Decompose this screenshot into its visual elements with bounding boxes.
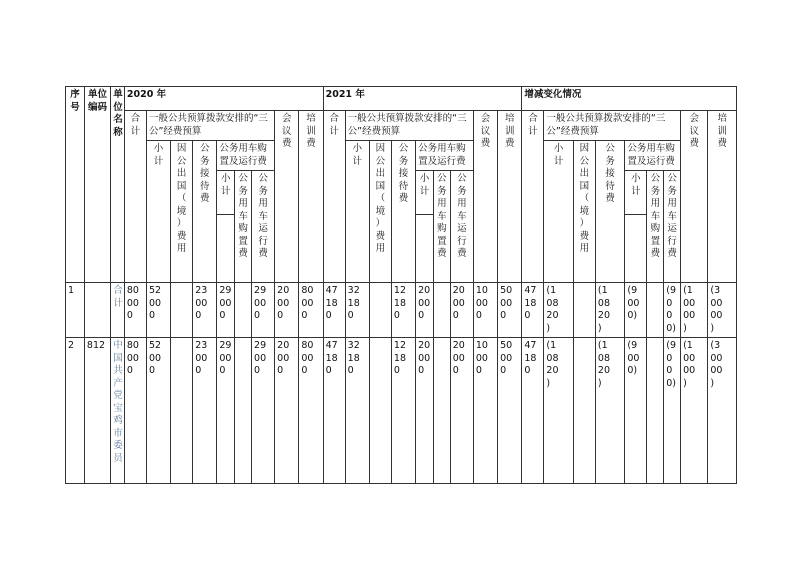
row-value-y2021: 20 00 0 bbox=[416, 283, 434, 338]
budget-table bbox=[65, 86, 737, 484]
row-value-y2021: 10 00 0 bbox=[473, 338, 497, 484]
row-value-y2021 bbox=[433, 283, 450, 338]
header-subtotal-2020: 小 计 bbox=[146, 141, 170, 283]
header-year-2020: 2020 年 bbox=[124, 87, 323, 111]
row-value-y2020 bbox=[171, 283, 193, 338]
header-empty-2021 bbox=[416, 215, 434, 283]
header-total-change: 合 计 bbox=[522, 111, 544, 283]
header-vehicle-subtotal-change: 小 计 bbox=[625, 171, 647, 215]
header-general-budget-2021: 一般公共预算拨款安排的“三公”经费预算 bbox=[345, 111, 473, 141]
row-value-change: 47 18 0 bbox=[522, 283, 544, 338]
row-seq: 1 bbox=[66, 283, 85, 338]
row-value-y2021 bbox=[369, 338, 391, 484]
row-value-y2021: 12 18 0 bbox=[391, 338, 415, 484]
header-total-2020: 合 计 bbox=[124, 111, 146, 283]
header-meeting-change: 会 议 费 bbox=[681, 111, 708, 283]
row-seq: 2 bbox=[66, 338, 85, 484]
row-value-change bbox=[647, 338, 664, 484]
row-value-y2020: 52 00 0 bbox=[146, 338, 170, 484]
row-value-y2020: 29 00 0 bbox=[217, 338, 235, 484]
header-change: 增减变化情况 bbox=[522, 87, 737, 111]
row-value-y2021: 12 18 0 bbox=[391, 283, 415, 338]
row-value-y2020: 80 00 0 bbox=[124, 338, 146, 484]
header-vehicle-operation-2021: 公 务 用 车 运 行 费 bbox=[450, 171, 473, 283]
row-value-change: (9 00 0) bbox=[664, 338, 681, 484]
row-value-change: (3 00 00 ) bbox=[708, 338, 737, 484]
row-value-change: (1 08 20 ) bbox=[544, 283, 573, 338]
header-reception-change: 公 务 接 待 费 bbox=[595, 141, 624, 283]
row-value-change: (9 00 0) bbox=[664, 283, 681, 338]
row-value-change: (3 00 00 ) bbox=[708, 283, 737, 338]
row-value-change: (1 00 00 ) bbox=[681, 283, 708, 338]
table-row bbox=[66, 338, 737, 484]
row-value-y2020: 23 00 0 bbox=[193, 283, 217, 338]
header-reception-2020: 公 务 接 待 费 bbox=[193, 141, 217, 283]
row-value-change: (1 08 20 ) bbox=[544, 338, 573, 484]
header-vehicle-group-2020: 公务用车购置及运行费 bbox=[217, 141, 275, 171]
header-total-2021: 合 计 bbox=[323, 111, 345, 283]
row-value-y2020: 80 00 0 bbox=[124, 283, 146, 338]
row-value-y2021: 32 18 0 bbox=[345, 283, 369, 338]
table-row bbox=[66, 283, 737, 338]
header-subtotal-change: 小 计 bbox=[544, 141, 573, 283]
row-value-y2021: 50 00 0 bbox=[498, 283, 522, 338]
header-meeting-2020: 会 议 费 bbox=[275, 111, 299, 283]
row-value-y2020: 23 00 0 bbox=[193, 338, 217, 484]
row-unit-name: 中 国 共 产 党 宝 鸡 市 委 员 bbox=[111, 338, 125, 484]
header-unit-name: 单 位 名 称 bbox=[111, 87, 125, 283]
row-value-y2021: 10 00 0 bbox=[473, 283, 497, 338]
header-general-budget-2020: 一般公共预算拨款安排的“三公”经费预算 bbox=[146, 111, 274, 141]
row-value-change bbox=[573, 283, 595, 338]
row-value-y2021: 47 18 0 bbox=[323, 338, 345, 484]
header-vehicle-subtotal-2020: 小 计 bbox=[217, 171, 235, 215]
header-vehicle-operation-change: 公 务 用 车 运 行 费 bbox=[664, 171, 681, 283]
header-year-2021: 2021 年 bbox=[323, 87, 522, 111]
row-value-y2020 bbox=[235, 283, 252, 338]
row-value-y2021 bbox=[369, 283, 391, 338]
header-meeting-2021: 会 议 费 bbox=[473, 111, 497, 283]
row-value-y2020: 29 00 0 bbox=[252, 283, 275, 338]
row-value-y2020 bbox=[235, 338, 252, 484]
row-value-y2021: 20 00 0 bbox=[450, 283, 473, 338]
header-training-change: 培 训 费 bbox=[708, 111, 737, 283]
row-value-y2021: 50 00 0 bbox=[498, 338, 522, 484]
header-training-2020: 培 训 费 bbox=[299, 111, 323, 283]
row-value-change: (1 00 00 ) bbox=[681, 338, 708, 484]
row-value-y2021: 20 00 0 bbox=[450, 338, 473, 484]
header-empty-change bbox=[625, 215, 647, 283]
row-value-y2020: 80 00 0 bbox=[299, 338, 323, 484]
row-value-y2020: 80 00 0 bbox=[299, 283, 323, 338]
header-subtotal-2021: 小 计 bbox=[345, 141, 369, 283]
header-vehicle-operation-2020: 公 务 用 车 运 行 费 bbox=[252, 171, 275, 283]
header-training-2021: 培 训 费 bbox=[498, 111, 522, 283]
row-value-y2021: 32 18 0 bbox=[345, 338, 369, 484]
header-abroad-2021: 因 公 出 国 （ 境 ） 费 用 bbox=[369, 141, 391, 283]
row-value-y2020: 20 00 0 bbox=[275, 283, 299, 338]
row-value-y2021: 47 18 0 bbox=[323, 283, 345, 338]
row-value-y2021: 20 00 0 bbox=[416, 338, 434, 484]
row-value-change: 47 18 0 bbox=[522, 338, 544, 484]
row-value-y2020: 29 00 0 bbox=[217, 283, 235, 338]
header-vehicle-group-change: 公务用车购置及运行费 bbox=[625, 141, 681, 171]
row-value-y2020: 29 00 0 bbox=[252, 338, 275, 484]
header-vehicle-subtotal-2021: 小 计 bbox=[416, 171, 434, 215]
header-seq: 序 号 bbox=[66, 87, 85, 283]
header-vehicle-purchase-change: 公 务 用 车 购 置 费 bbox=[647, 171, 664, 283]
row-code: 812 bbox=[84, 338, 110, 484]
header-general-budget-change: 一般公共预算拨款安排的“三公”经费预算 bbox=[544, 111, 681, 141]
row-code bbox=[84, 283, 110, 338]
row-value-change bbox=[573, 338, 595, 484]
row-value-change: (9 00 0) bbox=[625, 338, 647, 484]
row-value-change: (1 08 20 ) bbox=[595, 338, 624, 484]
header-vehicle-group-2021: 公务用车购置及运行费 bbox=[416, 141, 474, 171]
row-value-change bbox=[647, 283, 664, 338]
row-value-change: (1 08 20 ) bbox=[595, 283, 624, 338]
row-unit-name: 合 计 bbox=[111, 283, 125, 338]
header-abroad-change: 因 公 出 国 （ 境 ） 费 用 bbox=[573, 141, 595, 283]
header-empty-2020 bbox=[217, 215, 235, 283]
header-vehicle-purchase-2020: 公 务 用 车 购 置 费 bbox=[235, 171, 252, 283]
row-value-change: (9 00 0) bbox=[625, 283, 647, 338]
header-unit-code: 单位 编码 bbox=[84, 87, 110, 283]
row-value-y2020: 20 00 0 bbox=[275, 338, 299, 484]
row-value-y2020: 52 00 0 bbox=[146, 283, 170, 338]
row-value-y2021 bbox=[433, 338, 450, 484]
header-reception-2021: 公 务 接 待 费 bbox=[391, 141, 415, 283]
header-abroad-2020: 因 公 出 国 （ 境 ） 费 用 bbox=[171, 141, 193, 283]
header-vehicle-purchase-2021: 公 务 用 车 购 置 费 bbox=[433, 171, 450, 283]
row-value-y2020 bbox=[171, 338, 193, 484]
